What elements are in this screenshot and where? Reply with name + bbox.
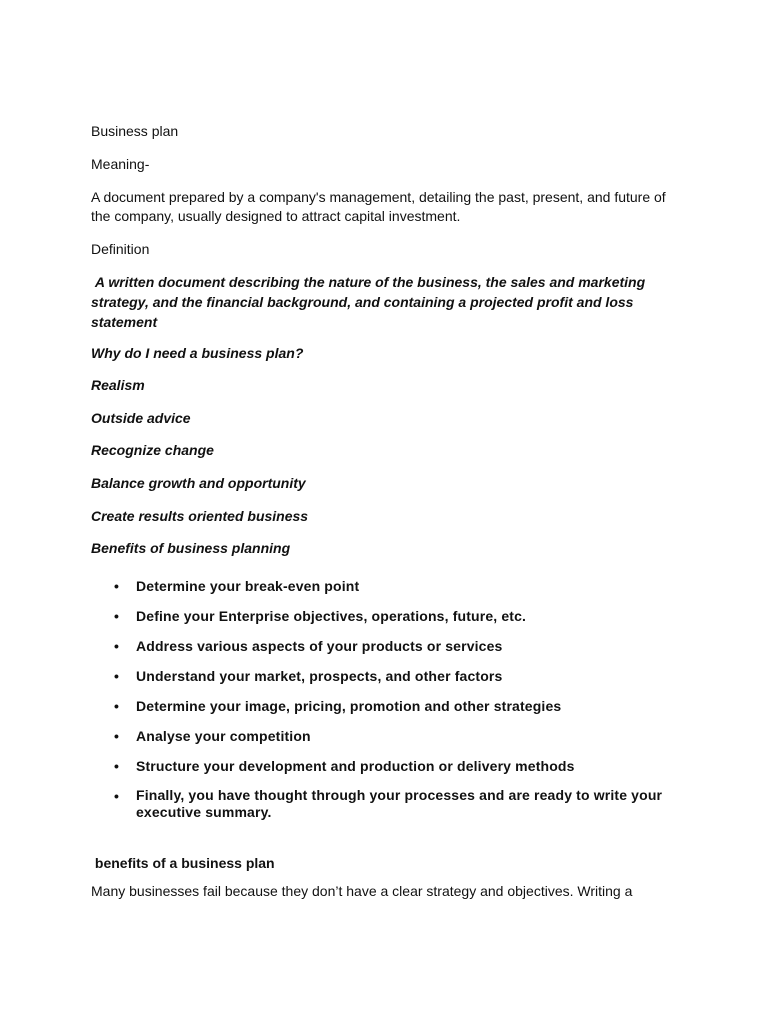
list-item xyxy=(91,607,691,625)
bullet-icon: • xyxy=(114,608,120,624)
list-item xyxy=(91,727,691,745)
list-item-text: Finally, you have thought through your processes and are ready to write your executive summary. xyxy=(136,787,663,820)
list-item-text: Define your Enterprise objectives, operations, future, etc. xyxy=(136,608,527,624)
definition-heading: Definition xyxy=(91,241,150,257)
list-item-text: Understand your market, prospects, and other factors xyxy=(136,668,503,684)
list-item-text: Address various aspects of your products or services xyxy=(136,638,503,654)
reason-item: Recognize change xyxy=(91,442,214,458)
benefits-list xyxy=(91,577,691,833)
list-item xyxy=(91,697,691,715)
bullet-icon: • xyxy=(114,698,120,714)
list-item xyxy=(91,757,691,775)
list-item xyxy=(91,787,691,821)
closing-paragraph: Many businesses fail because they don’t have a clear strategy and objectives. Writing a xyxy=(91,883,633,899)
meaning-paragraph: A document prepared by a company's management, detailing the past, present, and future of the company, usually designed to attract capital investment. xyxy=(91,189,666,224)
document-title: Business plan xyxy=(91,123,179,139)
list-item-text: Determine your image, pricing, promotion and other strategies xyxy=(136,698,562,714)
reason-item: Realism xyxy=(91,377,145,393)
bullet-icon: • xyxy=(114,638,120,654)
why-heading: Why do I need a business plan? xyxy=(91,345,304,361)
bullet-icon: • xyxy=(114,578,120,594)
list-item-text: Analyse your competition xyxy=(136,728,311,744)
bullet-icon: • xyxy=(114,758,120,774)
bullet-icon: • xyxy=(114,788,120,804)
benefits-heading: Benefits of business planning xyxy=(91,540,291,556)
list-item-text: Determine your break-even point xyxy=(136,578,360,594)
meaning-heading: Meaning- xyxy=(91,156,150,172)
list-item xyxy=(91,637,691,655)
reason-item: Outside advice xyxy=(91,410,191,426)
bullet-icon: • xyxy=(114,668,120,684)
definition-paragraph: A written document describing the nature of the business, the sales and marketing strategy, and the financial background, and containing a projected profit and loss statement xyxy=(91,274,650,330)
list-item xyxy=(91,577,691,595)
bullet-icon: • xyxy=(114,728,120,744)
reason-item: Balance growth and opportunity xyxy=(91,475,306,491)
reason-item: Create results oriented business xyxy=(91,508,309,524)
list-item xyxy=(91,667,691,685)
list-item-text: Structure your development and production or delivery methods xyxy=(136,758,575,774)
benefits-of-plan-heading: benefits of a business plan xyxy=(91,855,275,871)
